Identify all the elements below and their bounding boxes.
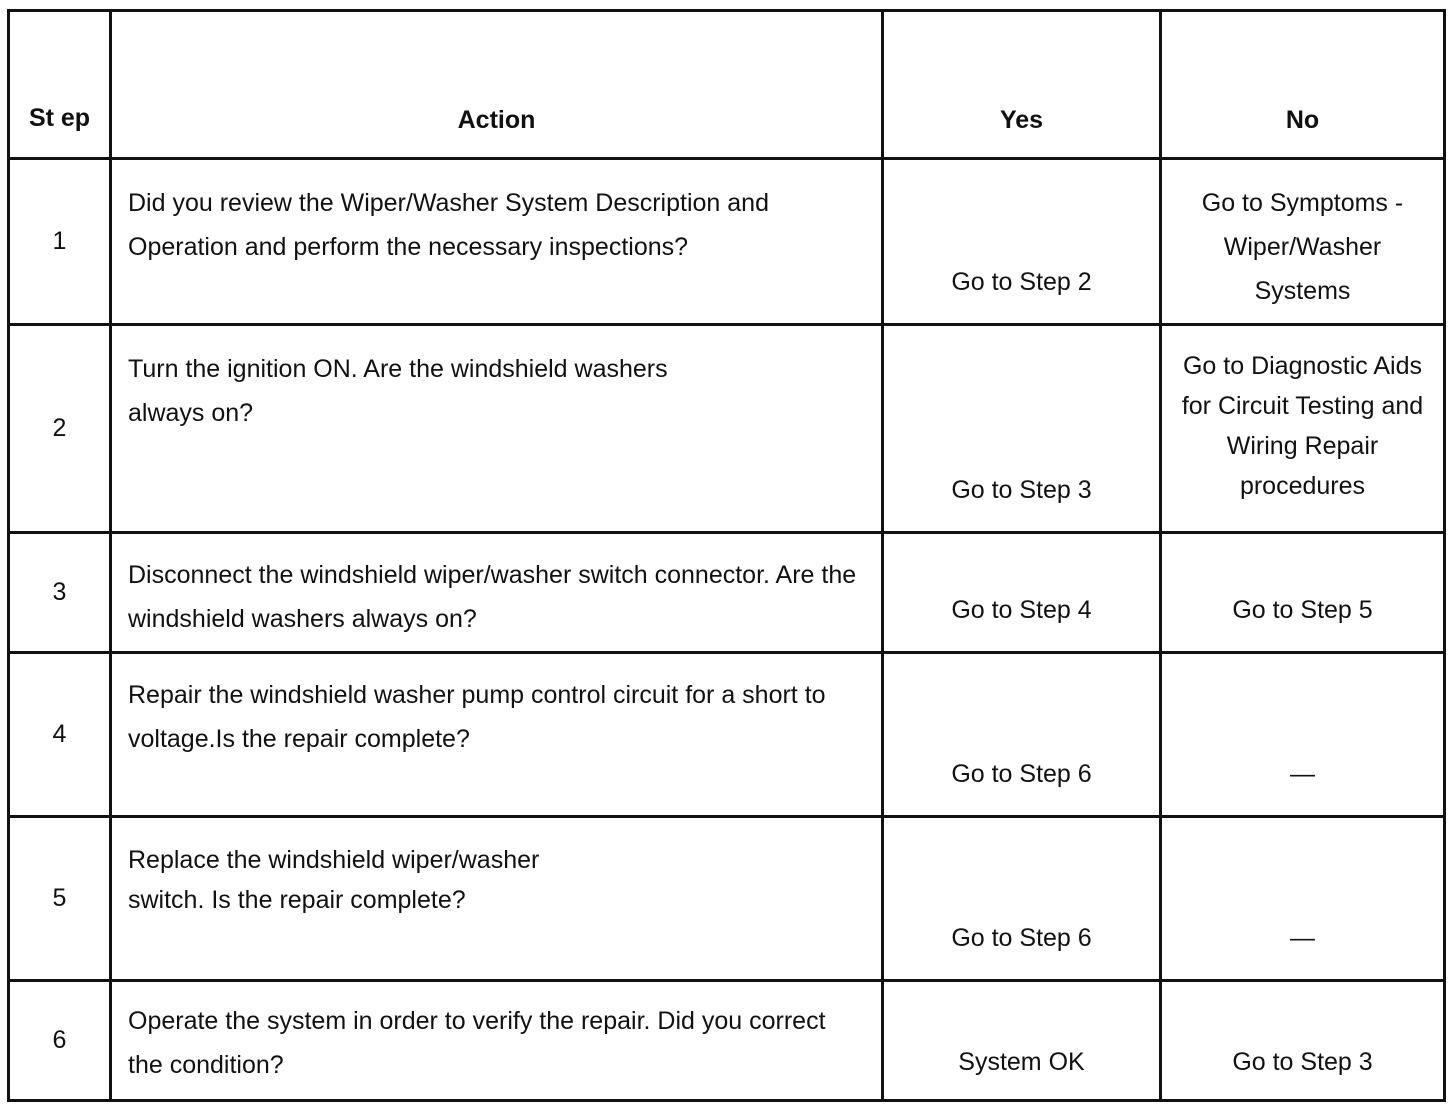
header-yes: Yes <box>883 11 1161 159</box>
no-cell: Go to Symptoms - Wiper/Washer Systems <box>1161 159 1445 325</box>
table-row <box>9 159 1445 325</box>
table-row <box>9 817 1445 981</box>
yes-cell: Go to Step 3 <box>883 325 1161 533</box>
header-no: No <box>1161 11 1445 159</box>
no-cell: Go to Step 5 <box>1161 533 1445 653</box>
step-number: 6 <box>9 981 111 1101</box>
action-cell: Repair the windshield washer pump control circuit for a short to voltage.Is the repair complete? <box>111 653 883 817</box>
table-row <box>9 325 1445 533</box>
yes-cell: Go to Step 2 <box>883 159 1161 325</box>
step-number: 2 <box>9 325 111 533</box>
action-cell: Operate the system in order to verify the repair. Did you correct the condition? <box>111 981 883 1101</box>
no-cell: Go to Step 3 <box>1161 981 1445 1101</box>
action-cell: Replace the windshield wiper/washer switch. Is the repair complete? <box>111 817 883 981</box>
yes-cell: Go to Step 6 <box>883 653 1161 817</box>
action-cell: Did you review the Wiper/Washer System Description and Operation and perform the necessary inspections? <box>111 159 883 325</box>
yes-cell: Go to Step 4 <box>883 533 1161 653</box>
table-row <box>9 533 1445 653</box>
no-cell: Go to Diagnostic Aids for Circuit Testing and Wiring Repair procedures <box>1161 325 1445 533</box>
step-number: 4 <box>9 653 111 817</box>
action-cell: Turn the ignition ON. Are the windshield washers always on? <box>111 325 883 533</box>
table-row <box>9 981 1445 1101</box>
step-number: 1 <box>9 159 111 325</box>
diagnostic-table <box>7 9 1446 1102</box>
step-number: 3 <box>9 533 111 653</box>
no-cell: — <box>1161 653 1445 817</box>
table-row <box>9 653 1445 817</box>
no-cell: — <box>1161 817 1445 981</box>
header-action: Action <box>111 11 883 159</box>
yes-cell: Go to Step 6 <box>883 817 1161 981</box>
header-row <box>9 11 1445 159</box>
step-number: 5 <box>9 817 111 981</box>
header-step: St ep <box>9 11 111 159</box>
action-cell: Disconnect the windshield wiper/washer switch connector. Are the windshield washers always on? <box>111 533 883 653</box>
yes-cell: System OK <box>883 981 1161 1101</box>
